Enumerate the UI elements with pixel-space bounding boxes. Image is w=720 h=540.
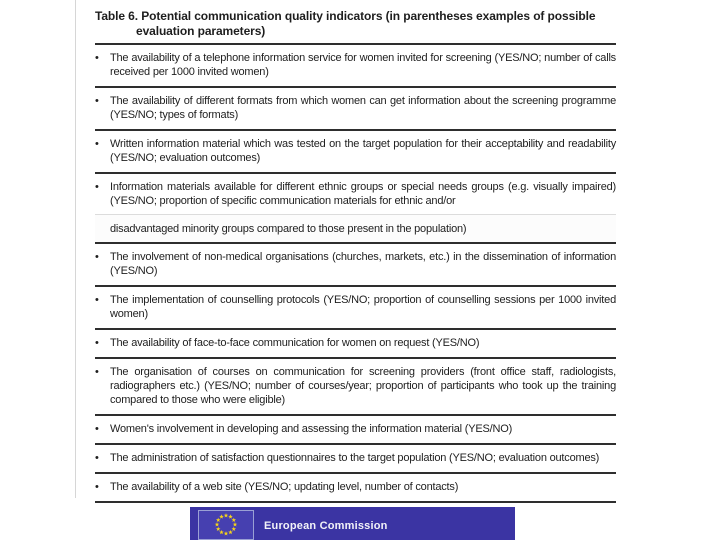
table-row bbox=[95, 45, 616, 88]
bullet-icon: • bbox=[95, 366, 99, 378]
row-text: The availability of a web site (YES/NO; updating level, number of contacts) bbox=[110, 481, 459, 493]
row-text: The availability of face-to-face communication for women on request (YES/NO) bbox=[110, 337, 480, 349]
bullet-icon: • bbox=[95, 138, 99, 150]
row-text: The availability of different formats from which women can get information about the screening programme (YES/NO; types of formats) bbox=[110, 95, 616, 121]
table-row bbox=[95, 330, 616, 359]
bullet-icon: • bbox=[95, 337, 99, 349]
row-text: The organisation of courses on communication for screening providers (front office staff, radiologists, radiographers etc.) (YES/NO; number of courses/year; proportion of participants who took up the training compared to those who were eligible) bbox=[110, 366, 616, 406]
bullet-icon: • bbox=[95, 452, 99, 464]
bullet-icon: • bbox=[95, 423, 99, 435]
table-row bbox=[95, 244, 616, 287]
row-text-continuation: disadvantaged minority groups compared to those present in the population) bbox=[95, 214, 616, 244]
row-text: The availability of a telephone information service for women invited for screening (YES/NO; number of calls received per 1000 invited women) bbox=[110, 52, 616, 78]
table-row bbox=[95, 474, 616, 503]
row-text: Women's involvement in developing and assessing the information material (YES/NO) bbox=[110, 423, 513, 435]
table-6 bbox=[95, 0, 616, 503]
table-row bbox=[95, 287, 616, 330]
bullet-icon: • bbox=[95, 481, 99, 493]
european-commission-label: European Commission bbox=[264, 520, 388, 532]
bullet-icon: • bbox=[95, 181, 99, 193]
bullet-icon: • bbox=[95, 52, 99, 64]
bullet-icon: • bbox=[95, 95, 99, 107]
table-row bbox=[95, 131, 616, 174]
table-row bbox=[95, 445, 616, 474]
european-commission-banner bbox=[190, 507, 515, 540]
row-text: Written information material which was tested on the target population for their acceptability and readability (YES/NO; evaluation outcomes) bbox=[110, 138, 616, 164]
table-title: Table 6. Potential communication quality indicators (in parentheses examples of possible evaluation parameters) bbox=[95, 0, 616, 45]
table-row bbox=[95, 88, 616, 131]
bullet-icon: • bbox=[95, 294, 99, 306]
page-edge-line bbox=[75, 0, 76, 498]
row-text: The implementation of counselling protocols (YES/NO; proportion of counselling sessions per 1000 invited women) bbox=[110, 294, 616, 320]
row-text: The involvement of non-medical organisations (churches, markets, etc.) in the dissemination of information (YES/NO) bbox=[110, 251, 616, 277]
bullet-icon: • bbox=[95, 251, 99, 263]
eu-flag-icon bbox=[198, 510, 254, 540]
row-text: The administration of satisfaction questionnaires to the target population (YES/NO; evaluation outcomes) bbox=[110, 452, 600, 464]
table-row bbox=[95, 174, 616, 208]
table-row bbox=[95, 416, 616, 445]
table-row bbox=[95, 359, 616, 416]
row-text: Information materials available for different ethnic groups or special needs groups (e.g. visually impaired) (YES/NO; proportion of specific communication materials for ethnic and/or bbox=[110, 181, 616, 207]
